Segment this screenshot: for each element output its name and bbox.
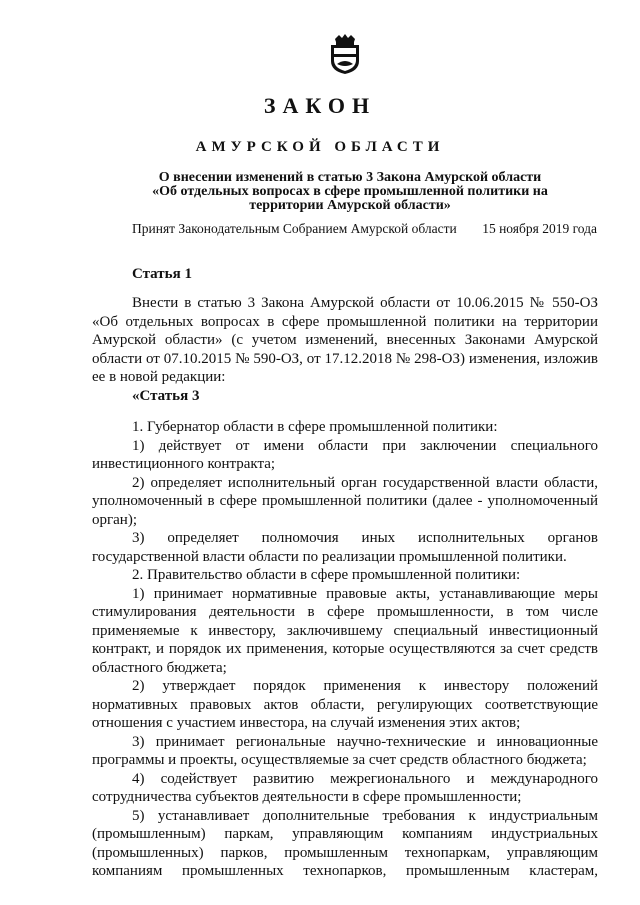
body-paragraph: 1. Губернатор области в сфере промышленной политики: (132, 419, 498, 435)
body-paragraph: 3) принимает региональные научно-технические и инновационные программы и проекты, осуществляемые за счет средств областного бюджета; (92, 733, 598, 768)
body-paragraph: 1) принимает нормативные правовые акты, устанавливающие меры стимулирования деятельности в сфере промышленности, в том числе применяемые к инвестору, заключившему специальный инвестиционный контракт, и порядок их применения, которые осуществляются за счет средств областного бюджета; (92, 585, 598, 676)
document-subtitle: АМУРСКОЙ ОБЛАСТИ (195, 139, 445, 155)
heading-line: «Об отдельных вопросах в сфере промышленной политики на (152, 184, 548, 199)
coat-of-arms-icon (327, 33, 363, 75)
adopted-date: 15 ноября 2019 года (482, 221, 597, 236)
quoted-article-title: «Статья 3 (132, 387, 200, 404)
body-paragraph: 2) определяет исполнительный орган государственной власти области, уполномоченный в сфере промышленной политики (далее - уполномоченный орган); (92, 474, 598, 528)
document-body (92, 294, 598, 881)
body-paragraph: 2. Правительство области в сфере промышленной политики: (132, 567, 521, 583)
body-paragraph: 1) действует от имени области при заключении специального инвестиционного контракта; (92, 437, 598, 472)
heading-line: О внесении изменений в статью 3 Закона Амурской области (158, 170, 542, 185)
law-heading (100, 171, 600, 213)
intro-paragraph: Внести в статью 3 Закона Амурской области от 10.06.2015 № 550-ОЗ «Об отдельных вопросах в сфере промышленной политики на территории Амурской области» (с учетом изменений, внесенных Законами Амурской области от 07.10.2015 № 590-ОЗ, от 17.12.2018 № 298-ОЗ) изменения, изложив ее в новой редакции: (92, 295, 598, 385)
heading-line: территории Амурской области» (249, 198, 451, 213)
body-paragraph: 3) определяет полномочия иных исполнительных органов государственной власти области по реализации промышленной политики. (92, 530, 598, 565)
body-paragraph: 5) устанавливает дополнительные требования к индустриальным (промышленным) паркам, управляющим компаниям индустриальных (промышленных) парков, промышленным технопаркам, управляющим компаниям промышленных технопарков, промышленным кластерам, (92, 807, 598, 879)
body-paragraph: 2) утверждает порядок применения к инвестору положений нормативных правовых актов области, регулирующих соответствующие отношения с участием инвестора, на случай изменения этих актов; (92, 678, 598, 731)
adopted-by: Принят Законодательным Собранием Амурской области (132, 221, 457, 236)
adoption-line (132, 221, 597, 237)
body-paragraph: 4) содействует развитию межрегионального и международного сотрудничества субъектов деятельности в сфере промышленности; (92, 770, 598, 805)
document-title: ЗАКОН (263, 93, 377, 118)
article-title: Статья 1 (132, 266, 192, 282)
